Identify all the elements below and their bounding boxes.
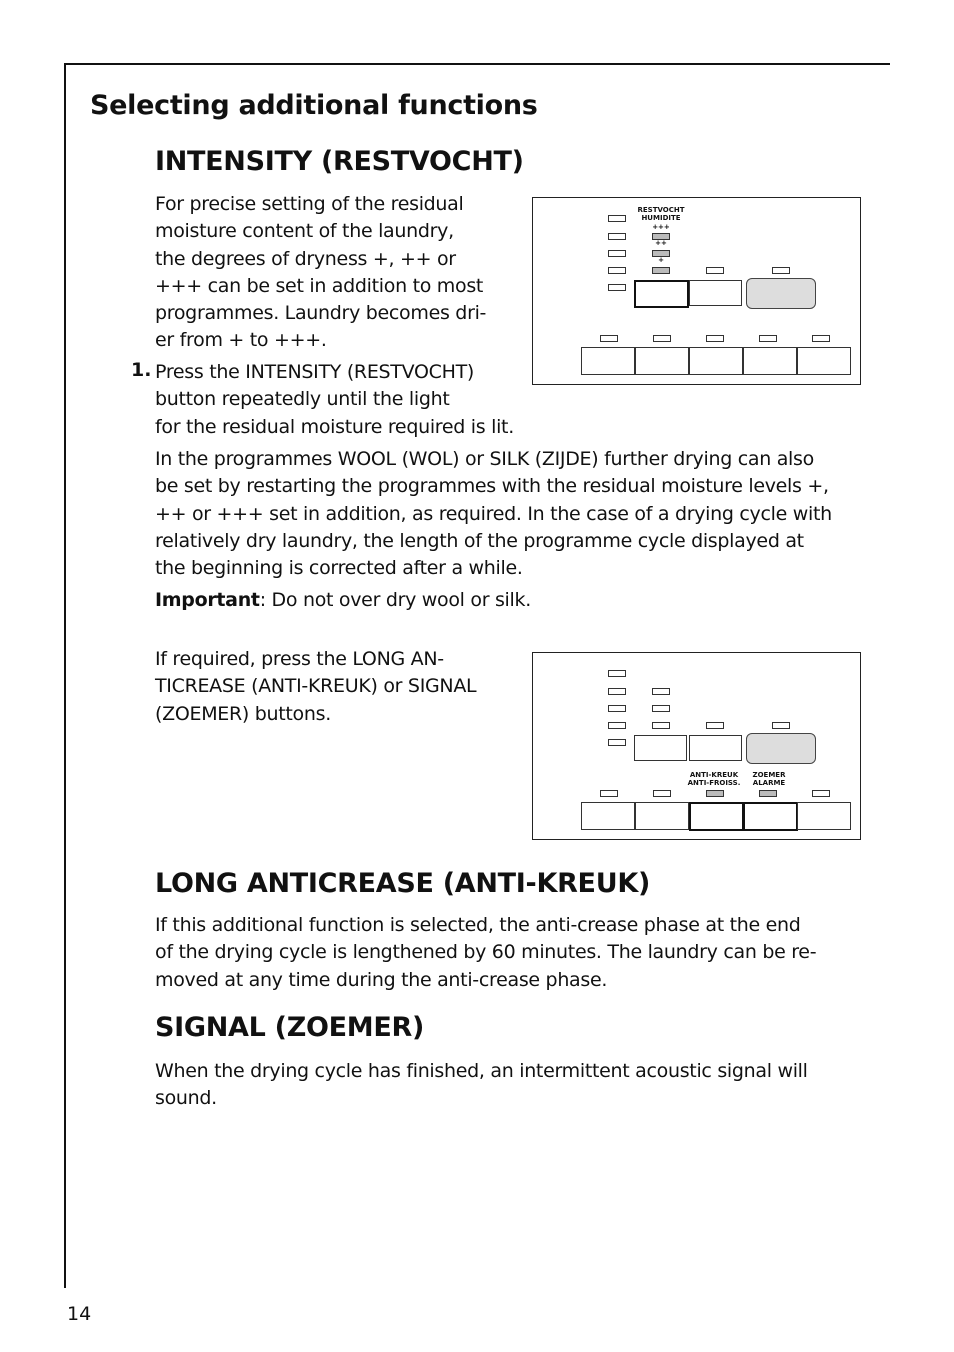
indicator-light <box>706 722 724 729</box>
page-number: 14 <box>67 1303 92 1325</box>
indicator-light <box>608 688 626 695</box>
programme-button[interactable] <box>797 802 851 830</box>
signal-text <box>155 1058 808 1113</box>
text-line: If this additional function is selected, the anti-crease phase at the end <box>155 914 801 936</box>
text-line: relatively dry laundry, the length of the programme cycle displayed at <box>155 529 804 552</box>
anticrease-text <box>155 912 816 994</box>
indicator-light-low <box>652 267 670 274</box>
panel-button[interactable] <box>689 735 742 761</box>
indicator-light <box>652 722 670 729</box>
programme-button[interactable] <box>635 347 689 375</box>
text-line: for the residual moisture required is lit. <box>155 415 514 438</box>
intensity-heading: INTENSITY (RESTVOCHT) <box>155 146 524 177</box>
step-number: 1. <box>131 359 152 381</box>
page-title: Selecting additional functions <box>90 90 538 121</box>
indicator-light <box>608 233 626 240</box>
anticrease-label: ANTI-KREUK ANTI-FROISS. <box>687 771 741 787</box>
indicator-light <box>706 267 724 274</box>
text-line: moved at any time during the anti-crease phase. <box>155 968 608 991</box>
indicator-light <box>600 335 618 342</box>
indicator-light <box>772 267 790 274</box>
programme-button[interactable] <box>581 347 635 375</box>
text-line: of the drying cycle is lengthened by 60 minutes. The laundry can be re- <box>155 941 817 964</box>
indicator-light <box>652 705 670 712</box>
indicator-light <box>600 790 618 797</box>
intensity-intro <box>155 191 486 355</box>
anticrease-button[interactable] <box>689 802 744 831</box>
signal-label: ZOEMER ALARME <box>752 771 786 787</box>
programme-button[interactable] <box>743 347 797 375</box>
start-button[interactable] <box>746 278 816 309</box>
indicator-light <box>608 670 626 677</box>
text-line: the degrees of dryness +, ++ or <box>155 247 456 270</box>
text-line: be set by restarting the programmes with the residual moisture levels +, <box>155 475 829 498</box>
step-text <box>155 359 514 441</box>
text-line: For precise setting of the residual <box>155 193 464 215</box>
indicator-light <box>608 215 626 222</box>
level-mid-label: ++ <box>655 239 667 247</box>
indicator-light <box>653 790 671 797</box>
important-note <box>155 587 531 614</box>
control-panel-intensity <box>532 197 861 385</box>
text-line: er from + to +++. <box>155 329 327 352</box>
programme-button[interactable] <box>797 347 851 375</box>
text-line: moisture content of the laundry, <box>155 220 454 243</box>
text-line: +++ can be set in addition to most <box>155 274 484 297</box>
indicator-light <box>759 335 777 342</box>
text-line: When the drying cycle has finished, an intermittent acoustic signal will <box>155 1060 808 1082</box>
signal-heading: SIGNAL (ZOEMER) <box>155 1012 425 1043</box>
indicator-light <box>608 267 626 274</box>
important-label: Important <box>155 589 260 611</box>
signal-indicator-light <box>759 790 777 797</box>
indicator-light <box>608 250 626 257</box>
indicator-light <box>653 335 671 342</box>
text-line: button repeatedly until the light <box>155 388 450 411</box>
panel-button[interactable] <box>634 735 687 761</box>
signal-button[interactable] <box>743 802 798 831</box>
indicator-light <box>608 705 626 712</box>
panel-button[interactable] <box>689 280 742 306</box>
indicator-light <box>706 335 724 342</box>
programme-button[interactable] <box>581 802 635 830</box>
text-line: TICREASE (ANTI-KREUK) or SIGNAL <box>155 675 477 698</box>
level-low-label: + <box>658 256 664 264</box>
frame-top-rule <box>64 63 890 65</box>
indicator-light <box>812 790 830 797</box>
indicator-light <box>608 739 626 746</box>
intensity-button[interactable] <box>634 280 689 308</box>
text-line: programmes. Laundry becomes dri- <box>155 302 487 325</box>
level-high-label: +++ <box>652 223 670 231</box>
indicator-light <box>652 688 670 695</box>
frame-left-rule <box>64 63 66 1288</box>
wool-silk-paragraph <box>155 446 832 582</box>
text-line: the beginning is corrected after a while. <box>155 557 523 580</box>
start-button[interactable] <box>746 733 816 764</box>
anticrease-indicator-light <box>706 790 724 797</box>
indicator-light <box>608 722 626 729</box>
restvocht-label: RESTVOCHT HUMIDITE <box>637 206 685 222</box>
optional-buttons-text <box>155 646 476 728</box>
text-line: sound. <box>155 1087 217 1110</box>
anticrease-heading: LONG ANTICREASE (ANTI-KREUK) <box>155 868 650 899</box>
programme-button[interactable] <box>635 802 689 830</box>
text-line: In the programmes WOOL (WOL) or SILK (ZIJDE) further drying can also <box>155 448 814 470</box>
text-line: (ZOEMER) buttons. <box>155 702 331 725</box>
text-line: If required, press the LONG AN- <box>155 648 444 670</box>
indicator-light <box>772 722 790 729</box>
text-line: ++ or +++ set in addition, as required. In the case of a drying cycle with <box>155 502 832 525</box>
programme-button[interactable] <box>689 347 743 375</box>
indicator-light <box>812 335 830 342</box>
important-text: : Do not over dry wool or silk. <box>259 589 531 611</box>
control-panel-anticrease-signal <box>532 652 861 840</box>
text-line: Press the INTENSITY (RESTVOCHT) <box>155 361 474 383</box>
indicator-light <box>608 284 626 291</box>
